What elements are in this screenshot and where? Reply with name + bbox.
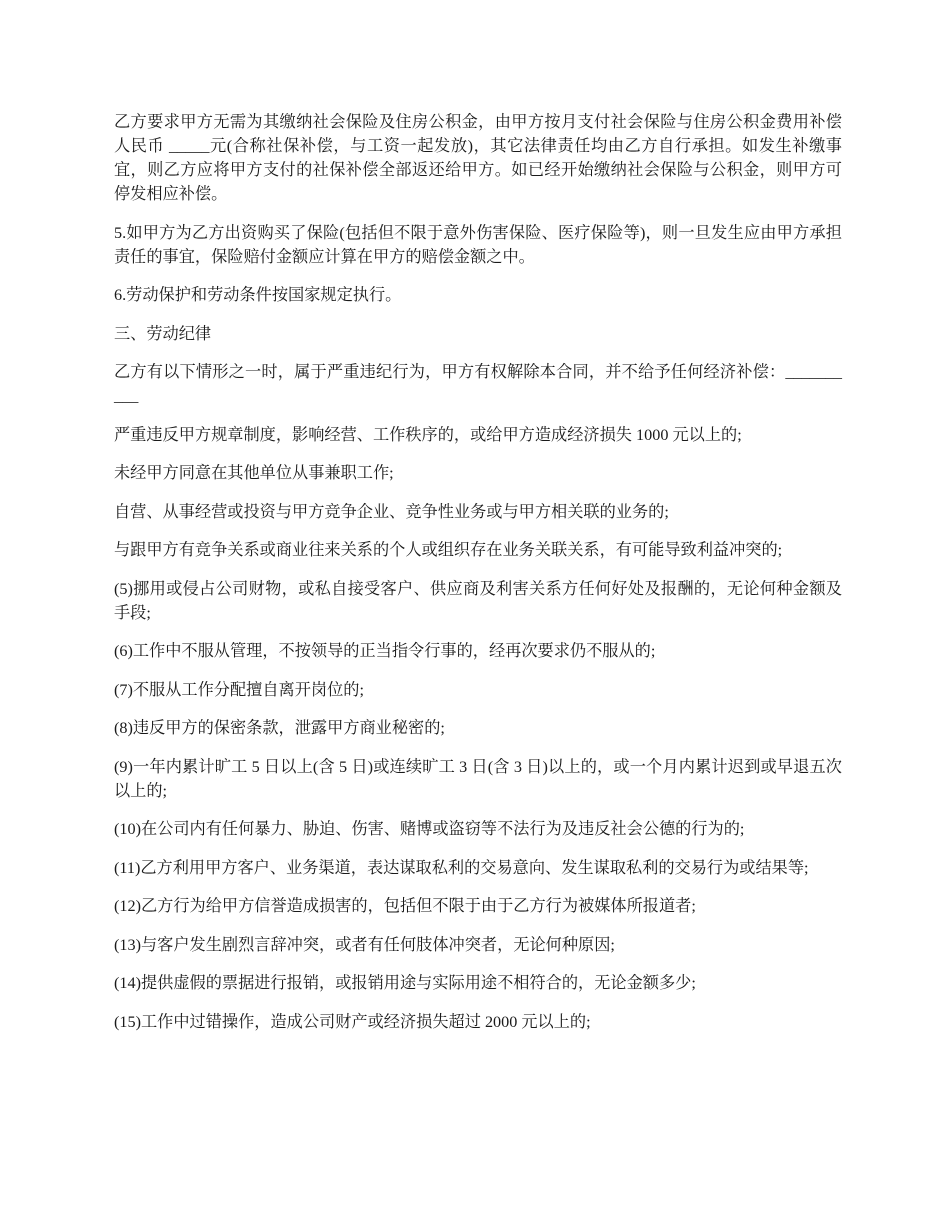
document-page: [114, 110, 842, 1048]
list-item-2: 未经甲方同意在其他单位从事兼职工作;: [114, 464, 394, 482]
list-item-11: (11)乙方利用甲方客户、业务渠道，表达谋取私利的交易意向、发生谋取私利的交易行为或结果等;: [114, 858, 809, 877]
list-item-5: (5)挪用或侵占公司财物，或私自接受客户、供应商及利害关系方任何好处及报酬的，无论何种金额及手段;: [114, 579, 842, 622]
list-item-12: (12)乙方行为给甲方信誉造成损害的，包括但不限于由于乙方行为被媒体所报道者;: [114, 897, 696, 915]
paragraph-clause-5: 5.如甲方为乙方出资购买了保险(包括但不限于意外伤害保险、医疗保险等)，则一旦发生应由甲方承担责任的事宜，保险赔付金额应计算在甲方的赔偿金额之中。: [114, 223, 842, 266]
list-item-14: (14)提供虚假的票据进行报销，或报销用途与实际用途不相符合的，无论金额多少;: [114, 974, 696, 992]
section-heading-labor-discipline: 三、劳动纪律: [114, 324, 212, 343]
list-item-1: 严重违反甲方规章制度，影响经营、工作秩序的，或给甲方造成经济损失 1000 元以上的;: [114, 425, 742, 444]
list-item-3: 自营、从事经营或投资与甲方竞争企业、竞争性业务或与甲方相关联的业务的;: [114, 502, 669, 521]
list-item-9: (9)一年内累计旷工 5 日以上(含 5 日)或连续旷工 3 日(含 3 日)以上的，或一个月内累计迟到或早退五次以上的;: [114, 757, 842, 800]
list-item-4: 与跟甲方有竞争关系或商业往来关系的个人或组织存在业务关联关系，有可能导致利益冲突的;: [114, 541, 783, 559]
list-item-15: (15)工作中过错操作，造成公司财产或经济损失超过 2000 元以上的;: [114, 1012, 591, 1031]
list-item-13: (13)与客户发生剧烈言辞冲突，或者有任何肢体冲突者，无论何种原因;: [114, 935, 615, 954]
list-item-7: (7)不服从工作分配擅自离开岗位的;: [114, 680, 364, 699]
list-item-6: (6)工作中不服从管理，不按领导的正当指令行事的，经再次要求仍不服从的;: [114, 642, 656, 660]
paragraph-discipline-intro: 乙方有以下情形之一时，属于严重违纪行为，甲方有权解除本合同，并不给予任何经济补偿：__________: [114, 363, 842, 405]
list-item-10: (10)在公司内有任何暴力、胁迫、伤害、赌博或盗窃等不法行为及违反社会公德的行为的;: [114, 820, 745, 838]
list-item-8: (8)违反甲方的保密条款，泄露甲方商业秘密的;: [114, 719, 445, 737]
paragraph-clause-6: 6.劳动保护和劳动条件按国家规定执行。: [114, 286, 402, 304]
paragraph-social-insurance: 乙方要求甲方无需为其缴纳社会保险及住房公积金，由甲方按月支付社会保险与住房公积金费用补偿人民币 _____元(合称社保补偿，与工资一起发放)，其它法律责任均由乙方自行承担。如发生补缴事宜，则乙方应将甲方支付的社保补偿全部返还给甲方。如已经开始缴纳社会保险与公积金，则甲方可停发相应补偿。: [114, 113, 842, 203]
